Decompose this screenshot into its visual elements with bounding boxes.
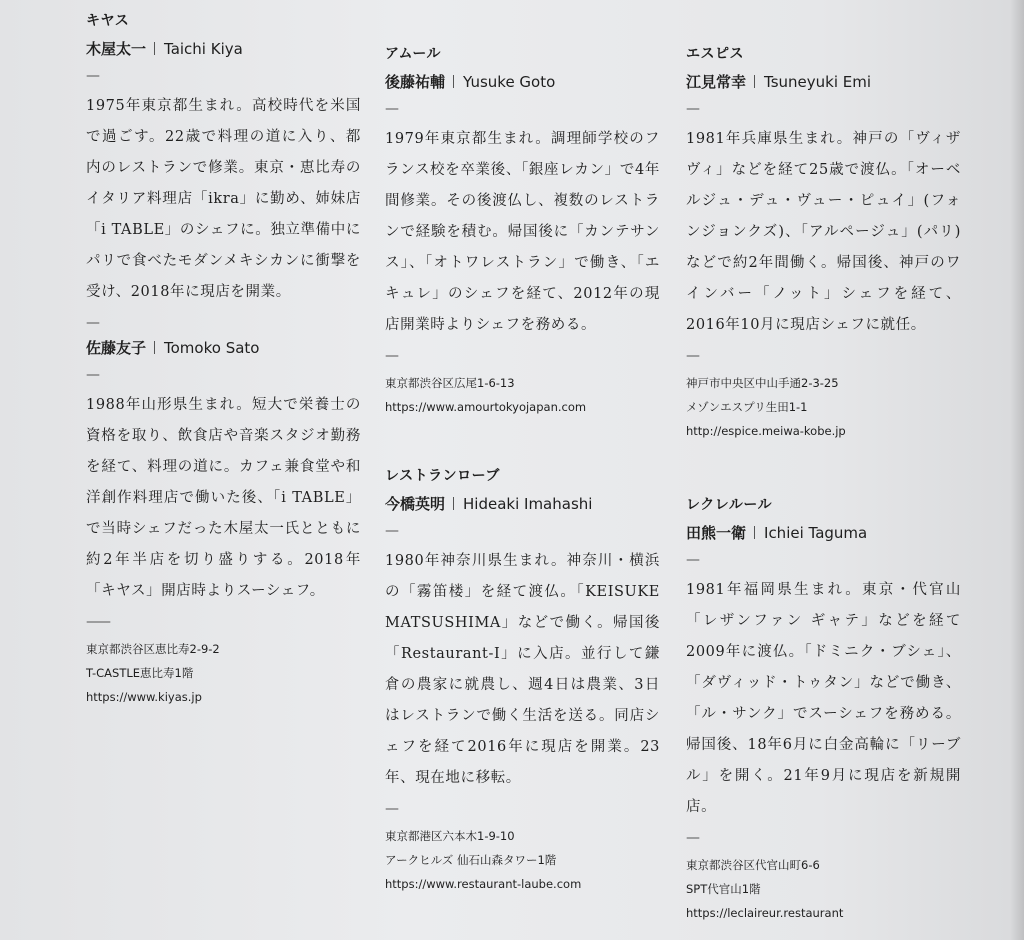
chef-bio: 1975年東京都生まれ。高校時代を米国で過ごす。22歳で料理の道に入り、都内のレストランで修業。東京・恵比寿のイタリア料理店「ikra」に勤め、姉妹店「i TABLE」のシェフに。独立準備中にパリで食べたモダンメキシカンに衝撃を受け、2018年に現店を開業。 — [86, 98, 361, 300]
restaurant-name: エスピス — [686, 46, 744, 62]
restaurant-name: レクレルール — [686, 497, 773, 513]
chef-name — [385, 494, 665, 514]
website-link[interactable]: https://www.restaurant-laube.com — [385, 877, 582, 891]
dash-divider: —— — [86, 614, 108, 630]
address-line: T-CASTLE恵比寿1階 — [86, 666, 194, 680]
column-leclaireur — [686, 496, 966, 925]
chef-name-en: Hideaki Imahashi — [463, 495, 593, 513]
name-separator — [754, 526, 755, 539]
dash-divider: — — [86, 68, 100, 84]
dash-divider: — — [385, 348, 399, 364]
address-line: 神戸市中央区中山手通2-3-25 — [686, 376, 839, 390]
chef-name — [86, 338, 366, 358]
address-line: 東京都渋谷区広尾1-6-13 — [385, 376, 515, 390]
dash-divider: — — [686, 101, 700, 117]
chef-name-en: Tomoko Sato — [164, 339, 260, 357]
name-separator — [154, 42, 155, 55]
address-block — [86, 637, 366, 709]
chef-name — [686, 72, 966, 92]
website-link[interactable]: https://leclaireur.restaurant — [686, 906, 844, 920]
dash-divider: — — [385, 801, 399, 817]
column-amour — [385, 45, 665, 419]
address-block — [385, 824, 665, 896]
chef-name-ja: 今橋英明 — [385, 495, 446, 513]
restaurant-name: アムール — [385, 46, 442, 62]
name-separator — [154, 341, 155, 354]
address-line: 東京都港区六本木1-9-10 — [385, 829, 515, 843]
chef-name-ja: 後藤祐輔 — [385, 73, 446, 91]
dash-divider: — — [686, 552, 700, 568]
address-line: SPT代官山1階 — [686, 882, 761, 896]
chef-name — [385, 72, 665, 92]
website-link[interactable]: http://espice.meiwa-kobe.jp — [686, 424, 846, 438]
column-espice — [686, 45, 966, 443]
address-block — [686, 853, 966, 925]
address-line: アークヒルズ 仙石山森タワー1階 — [385, 853, 557, 867]
dash-divider: — — [86, 315, 100, 331]
chef-name-ja: 江見常幸 — [686, 73, 747, 91]
chef-bio: 1981年兵庫県生まれ。神戸の「ヴィザヴィ」などを経て25歳で渡仏。「オーベルジュ・デュ・ヴュー・ピュイ」(フォンジョンクズ)、「アルページュ」(パリ)などで約2年間働く。帰国後、神戸のワインバー「ノット」シェフを経て、2016年10月に現店シェフに就任。 — [686, 131, 961, 333]
dash-divider: — — [385, 523, 399, 539]
chef-name-ja: 佐藤友子 — [86, 339, 147, 357]
website-link[interactable]: https://www.kiyas.jp — [86, 690, 202, 704]
restaurant-name: レストランローブ — [385, 468, 500, 484]
dash-divider: — — [86, 367, 100, 383]
address-block — [385, 371, 665, 419]
dash-divider: — — [385, 101, 399, 117]
chef-bio: 1981年福岡県生まれ。東京・代官山「レザンファン ギャテ」などを経て2009年に渡仏。「ドミニク・ブシェ」、「ダヴィッド・トゥタン」などで働き、「ル・サンク」でスーシェフを務める。帰国後、18年6月に白金高輪に「リーブル」を開く。21年9月に現店を新規開店。 — [686, 582, 961, 815]
address-line: メゾンエスプリ生田1-1 — [686, 400, 808, 414]
chef-name — [86, 39, 366, 59]
name-separator — [453, 497, 454, 510]
name-separator — [754, 75, 755, 88]
chef-name-en: Ichiei Taguma — [764, 524, 868, 542]
restaurant-name: キヤス — [86, 13, 130, 29]
chef-name-en: Taichi Kiya — [164, 40, 243, 58]
chef-name-ja: 木屋太一 — [86, 40, 147, 58]
column-laube — [385, 467, 665, 896]
chef-bio: 1980年神奈川県生まれ。神奈川・横浜の「霧笛楼」を経て渡仏。「KEISUKE MATSUSHIMA」などで働く。帰国後「Restaurant-I」に入店。並行して鎌倉の農家に就農し、週4日は農業、3日はレストランで働く生活を送る。同店シェフを経て2016年に現店を開業。23年、現在地に移転。 — [385, 553, 660, 786]
page-edge-shadow — [1010, 0, 1024, 940]
chef-name-ja: 田熊一衛 — [686, 524, 747, 542]
column-kiyas — [86, 12, 366, 709]
chef-name — [686, 523, 966, 543]
website-link[interactable]: https://www.amourtokyojapan.com — [385, 400, 587, 414]
address-line: 東京都渋谷区恵比寿2-9-2 — [86, 642, 220, 656]
dash-divider: — — [686, 830, 700, 846]
name-separator — [453, 75, 454, 88]
chef-name-en: Tsuneyuki Emi — [764, 73, 872, 91]
chef-name-en: Yusuke Goto — [463, 73, 556, 91]
dash-divider: — — [686, 348, 700, 364]
chef-bio: 1988年山形県生まれ。短大で栄養士の資格を取り、飲食店や音楽スタジオ勤務を経て、料理の道に。カフェ兼食堂や和洋創作料理店で働いた後、「i TABLE」で当時シェフだった木屋太一氏とともに約2年半店を切り盛りする。2018年「キヤス」開店時よりスーシェフ。 — [86, 397, 361, 599]
chef-bio: 1979年東京都生まれ。調理師学校のフランス校を卒業後、「銀座レカン」で4年間修業。その後渡仏し、複数のレストランで経験を積む。帰国後に「カンテサンス」、「オトワレストラン」で働き、「エキュレ」のシェフを経て、2012年の現店開業時よりシェフを務める。 — [385, 131, 660, 333]
address-line: 東京都渋谷区代官山町6-6 — [686, 858, 820, 872]
address-block — [686, 371, 966, 443]
